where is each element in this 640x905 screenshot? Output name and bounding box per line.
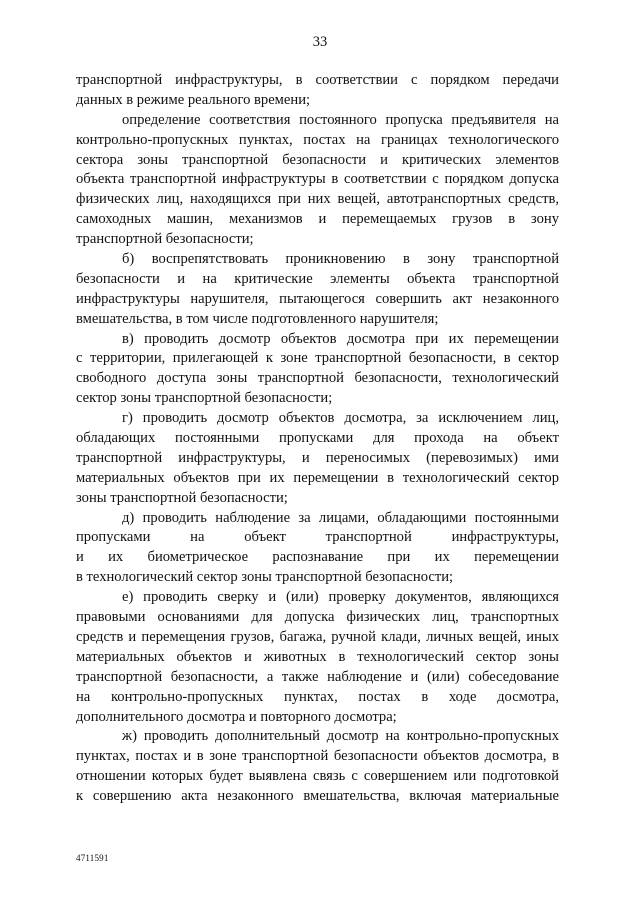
text-line: транспортной безопасности, а также наблюдение и (или) собеседование	[76, 668, 559, 685]
text-line: пунктах, постах и в зоне транспортной безопасности объектов досмотра, в	[76, 748, 559, 765]
text-line: вмешательства, в том числе подготовленного нарушителя;	[76, 310, 439, 327]
text-line: объекта транспортной инфраструктуры в соответствии с порядком допуска	[76, 171, 559, 188]
text-line: контрольно-пропускных пунктах, постах на границах технологического	[76, 131, 559, 148]
text-line: транспортной инфраструктуры, в соответствии с порядком передачи	[76, 72, 559, 88]
text-line: пропусками на объект транспортной инфраструктуры,	[76, 529, 559, 546]
text-line: безопасности и на критические элементы объекта транспортной	[76, 270, 559, 287]
text-line: в) проводить досмотр объектов досмотра при их перемещении	[122, 330, 559, 347]
document-body	[76, 71, 559, 807]
document-code: 4711591	[76, 853, 109, 863]
text-line: физических лиц, находящихся при них вещей, автотранспортных средств,	[76, 191, 559, 208]
text-line: д) проводить наблюдение за лицами, обладающими постоянными	[122, 509, 559, 526]
text-line: средств и перемещения грузов, багажа, ручной клади, личных вещей, иных	[76, 628, 559, 645]
text-line: б) воспрепятствовать проникновению в зону транспортной	[122, 251, 559, 268]
text-line: с территории, прилегающей к зоне транспортной безопасности, в сектор	[76, 350, 559, 367]
text-line: сектора зоны транспортной безопасности и критических элементов	[76, 151, 559, 168]
text-line: материальных объектов и животных в технологический сектор зоны	[76, 648, 559, 665]
text-line: отношении которых будет выявлена связь с совершением или подготовкой	[76, 768, 559, 785]
text-line: г) проводить досмотр объектов досмотра, за исключением лиц,	[122, 410, 559, 427]
text-line: дополнительного досмотра и повторного досмотра;	[76, 708, 397, 725]
text-line: е) проводить сверку и (или) проверку документов, являющихся	[122, 589, 559, 606]
text-line: ж) проводить дополнительный досмотр на контрольно-пропускных	[122, 728, 559, 745]
text-line: сектор зоны транспортной безопасности;	[76, 390, 333, 407]
text-line: свободного доступа зоны транспортной безопасности, технологический	[76, 370, 559, 387]
text-line: к совершению акта незаконного вмешательства, включая материальные	[76, 788, 559, 805]
text-line: правовыми основаниями для допуска физических лиц, транспортных	[76, 609, 559, 626]
text-line: в технологический сектор зоны транспортной безопасности;	[76, 569, 454, 586]
text-line: инфраструктуры нарушителя, пытающегося совершить акт незаконного	[76, 290, 559, 307]
page-number: 33	[312, 34, 328, 50]
text-line: и их биометрическое распознавание при их перемещении	[76, 549, 559, 566]
text-line: зоны транспортной безопасности;	[76, 489, 288, 506]
text-line: материальных объектов при их перемещении в технологический сектор	[76, 469, 559, 486]
text-line: транспортной безопасности;	[76, 231, 254, 248]
text-line: самоходных машин, механизмов и перемещаемых грузов в зону	[76, 211, 559, 228]
text-line: данных в режиме реального времени;	[76, 91, 311, 108]
text-line: транспортной инфраструктуры, и переносимых (перевозимых) ими	[76, 449, 559, 466]
text-line: на контрольно-пропускных пунктах, постах в ходе досмотра,	[76, 688, 559, 705]
text-line: обладающих постоянными пропусками для прохода на объект	[76, 430, 559, 447]
text-line: определение соответствия постоянного пропуска предъявителя на	[122, 111, 559, 128]
